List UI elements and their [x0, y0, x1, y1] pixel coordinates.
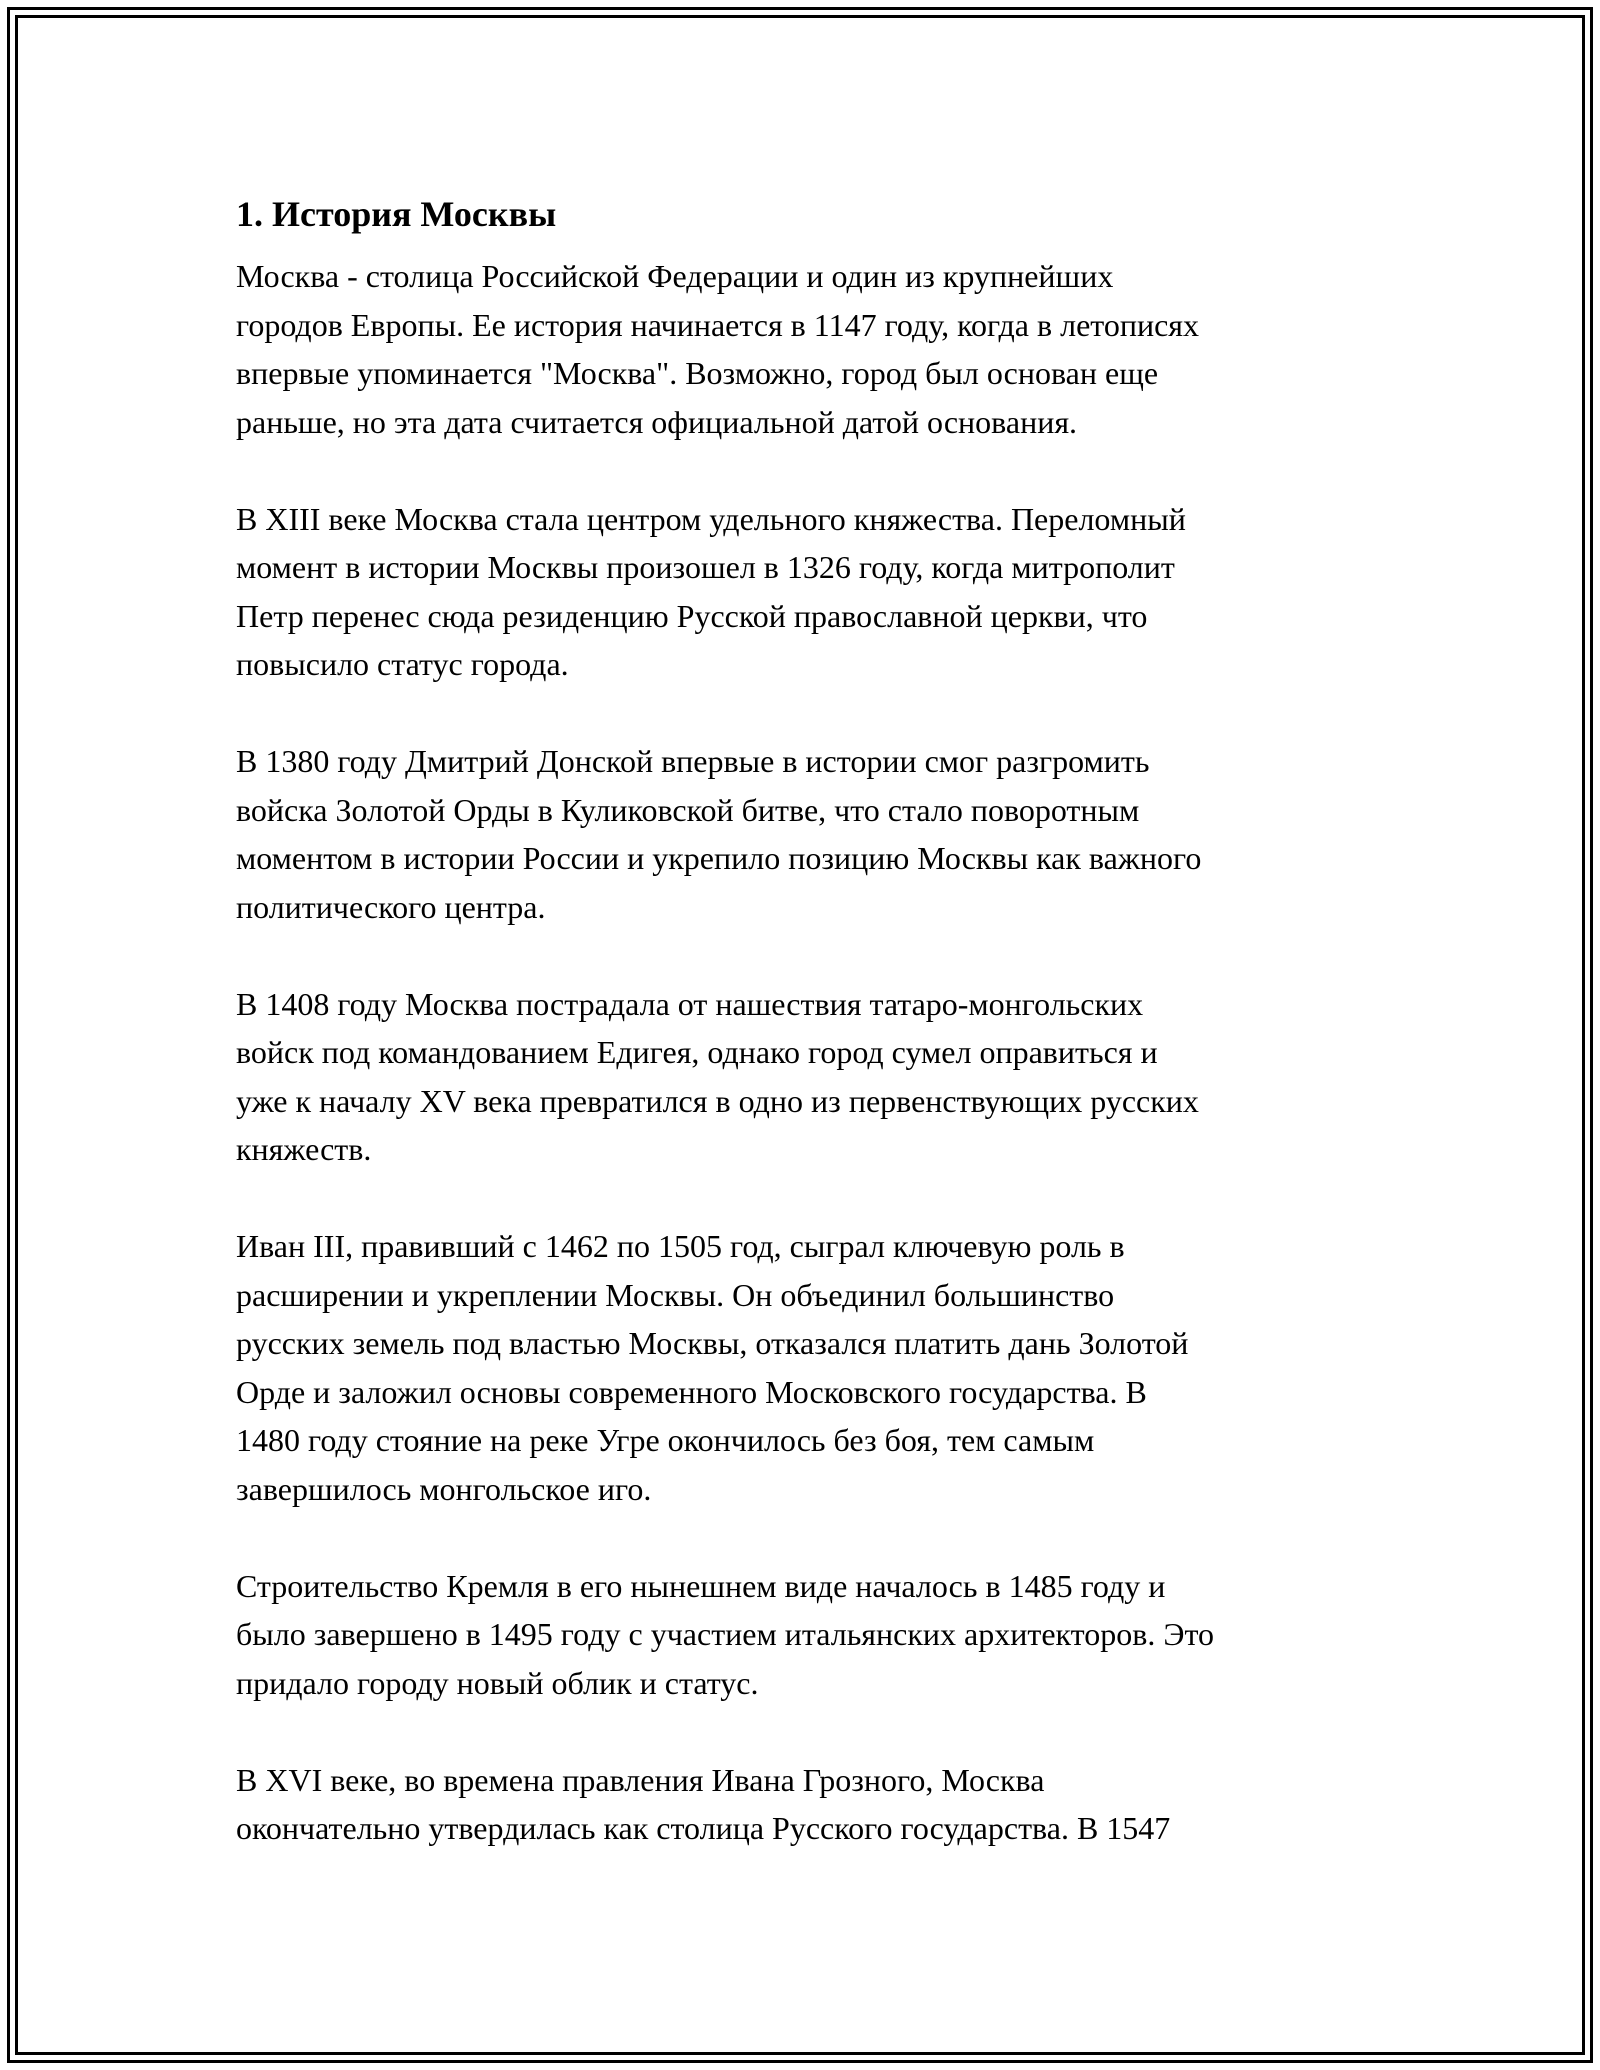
- document-body: [236, 186, 1376, 1901]
- paragraph: В 1408 году Москва пострадала от нашествия татаро-монгольских войск под командованием Едигея, однако город сумел оправиться и уже к началу XV века превратился в одно из первенствующих русских княжеств.: [236, 985, 1199, 1167]
- paragraph: В XVI веке, во времена правления Ивана Грозного, Москва окончательно утвердилась как столица Русского государства. В 1547: [236, 1761, 1171, 1846]
- paragraph: В XIII веке Москва стала центром удельного княжества. Переломный момент в истории Москвы произошел в 1326 году, когда митрополит Петр перенес сюда резиденцию Русской православной церкви, что повысило статус города.: [236, 500, 1186, 682]
- paragraph: Строительство Кремля в его нынешнем виде началось в 1485 году и было завершено в 1495 году с участием итальянских архитекторов. Это придало городу новый облик и статус.: [236, 1567, 1215, 1701]
- paragraph: В 1380 году Дмитрий Донской впервые в истории смог разгромить войска Золотой Орды в Куликовской битве, что стало поворотным моментом в истории России и укрепило позицию Москвы как важного политического центра.: [236, 743, 1202, 925]
- section-heading: 1. История Москвы: [236, 194, 557, 234]
- paragraph: Москва - столица Российской Федерации и один из крупнейших городов Европы. Ее история начинается в 1147 году, когда в летописях впервые упоминается "Москва". Возможно, город был основан еще раньше, но эта дата считается официальной датой основания.: [236, 258, 1200, 440]
- paragraph: Иван III, правивший с 1462 по 1505 год, сыграл ключевую роль в расширении и укреплении Москвы. Он объединил большинство русских земель под властью Москвы, отказался платить дань Золотой Орде и заложил основы современного Московского государства. В 1480 году стояние на реке Угре окончилось без боя, тем самым завершилось монгольское иго.: [236, 1228, 1189, 1507]
